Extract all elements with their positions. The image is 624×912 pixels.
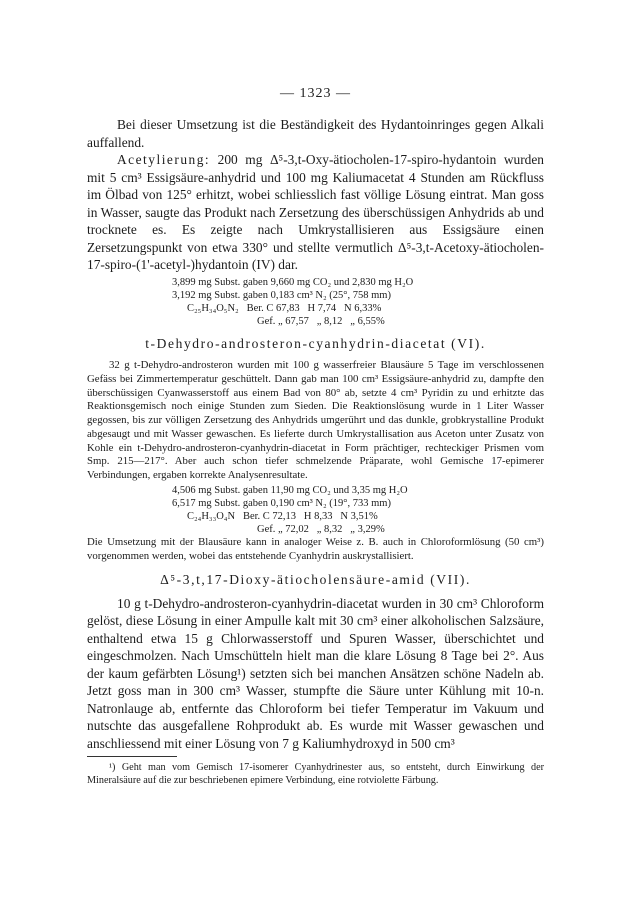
- analysis-line: 6,517 mg Subst. gaben 0,190 cm³ N₂ (19°, 733 mm): [172, 497, 391, 509]
- analysis-line: 3,192 mg Subst. gaben 0,183 cm³ N₂ (25°, 758 mm): [172, 289, 391, 301]
- ber-values: Ber. C 72,13 H 8,33 N 3,51%: [242, 511, 378, 523]
- analysis-block-1: [87, 276, 544, 329]
- section-heading-vi: t-Dehydro-androsteron-cyanhydrin-diacetat (VI).: [145, 336, 486, 352]
- analysis-line: 3,899 mg Subst. gaben 9,660 mg CO₂ und 2,830 mg H₂O: [172, 276, 414, 288]
- formula-ber-line: [187, 302, 544, 315]
- paragraph-acetylierung: [87, 151, 544, 274]
- section-heading-vii: Δ⁵-3,t,17-Dioxy-ätiocholensäure-amid (VII).: [160, 571, 471, 587]
- paragraph-intro: Bei dieser Umsetzung ist die Beständigkeit des Hydantoinringes gegen Alkali auffallend.: [87, 117, 544, 150]
- paragraph-vi: 32 g t-Dehydro-androsteron wurden mit 100 g wasserfreier Blausäure 5 Tage im verschlossenen Gefäss bei Zimmertemperatur geschüttelt. Dann gab man 100 cm³ Essigsäure-anhydrid zu, dampfte den überschüssigen Cyanwasserstoff aus einem Bad von 80° ab, setzte 4 cm³ Pyridin zu und erhitzte das Reaktionsgemisch noch einige Stunden zum Sieden. Die Reaktionslösung wurde in 1 Liter Wasser gegossen, bis zur völligen Zersetzung des Anhydrids umgerührt und das dunkle, grobkrystalline Produkt abgesaugt und mit Wasser gewaschen. Es lieferte durch Umkrystallisation aus Aceton unter Zusatz von Kohle ein t-Dehydro-androsteron-cyanhydrin-diacetat in Form prächtiger, rechteckiger Prismen vom Smp. 215—217°. Aber auch schon tiefer schmelzende Präparate, wohl Gemische 17-epimerer Verbindungen, ergaben korrekte Analysenresultate.: [87, 359, 544, 481]
- paragraph-chloroform: Die Umsetzung mit der Blausäure kann in analoger Weise z. B. auch in Chloroformlösung (50 cm³) vorgenommen werden, wobei das entstehende Cyanhydrin auskrystallisiert.: [87, 536, 544, 563]
- analysis-block-2: [87, 484, 544, 537]
- analysis-line: 4,506 mg Subst. gaben 11,90 mg CO₂ und 3,35 mg H₂O: [172, 484, 408, 496]
- footnote: ¹) Geht man vom Gemisch 17-isomerer Cyanhydrinester aus, so entsteht, durch Einwirkung der Mineralsäure auf die zur beschriebenen epimere Verbindung, eine rotviolette Färbung.: [87, 762, 544, 787]
- page-number: — 1323 —: [280, 86, 351, 101]
- formula-ber-line: [187, 510, 544, 523]
- formula: C₂₄H₃₃O₄N: [187, 511, 236, 523]
- gef-values: Gef. „ 67,57 „ 8,12 „ 6,55%: [257, 316, 385, 328]
- footnote-divider: [87, 756, 177, 757]
- paragraph-vii: 10 g t-Dehydro-androsteron-cyanhydrin-diacetat wurden in 30 cm³ Chloroform gelöst, diese Lösung in einer Ampulle kalt mit 30 cm³ einer alkoholischen Salzsäure, enthaltend etwa 15 g Chlorwasserstoff und Spuren Wasser, überschichtet und eingeschmolzen. Nach Umschütteln hielt man die klare Lösung 8 Tage bei 2°. Aus der kaum gefärbten Lösung¹) setzten sich bei manchen Ansätzen schöne Nadeln ab. Jetzt goss man in 300 cm³ Wasser, stumpfte die Säure unter Kühlung mit 10-n. Natronlauge ab, entfernte das Chloroform bei tiefer Temperatur im Vakuum und nutschte das ausgefallene Rohprodukt ab. Es wurde mit Wasser gewaschen und anschliessend mit einer Lösung von 7 g Kaliumhydroxyd in 500 cm³: [87, 595, 544, 751]
- acetylierung-text: 200 mg Δ⁵-3,t-Oxy-ätiocholen-17-spiro-hydantoin wurden mit 5 cm³ Essigsäure-anhydrid und 100 mg Kaliumacetat 4 Stunden am Rückfluss im Ölbad von 125° erhitzt, wobei schliesslich fast völlige Lösung eintrat. Man goss in Wasser, saugte das Produkt nach Zersetzung des überschüssigen Anhydrids ab und trocknete es. Es zeigte nach Umkrystallisieren aus Essigsäure einen Zersetzungspunkt von etwa 330° und stellte vermutlich Δ⁵-3,t-Acetoxy-ätiocholen-17-spiro-(1'-acetyl-)hydantoin (IV) dar.: [87, 152, 544, 272]
- formula: C₂₅H₃₄O₅N₂: [187, 302, 239, 314]
- acetylierung-heading: Acetylierung:: [117, 152, 211, 167]
- gef-values: Gef. „ 72,02 „ 8,32 „ 3,29%: [257, 524, 385, 536]
- ber-values: Ber. C 67,83 H 7,74 N 6,33%: [246, 302, 382, 314]
